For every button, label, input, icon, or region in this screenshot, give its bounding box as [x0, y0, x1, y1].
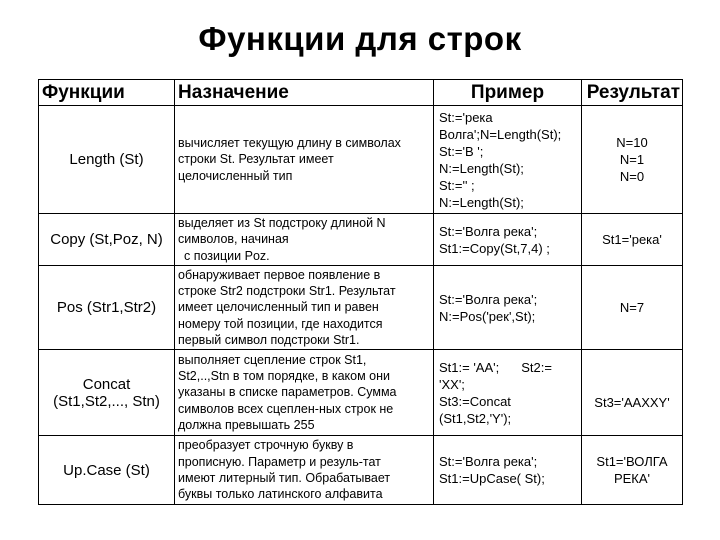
example-line: N:=Length(St);	[439, 194, 524, 210]
function-name: Length (St)	[69, 151, 144, 168]
example-cell	[434, 436, 582, 505]
header-functions: Функции	[39, 80, 175, 106]
example-line: St1:=Copy(St,7,4) ;	[439, 240, 550, 256]
table-row	[39, 266, 683, 350]
example-part: St2:=	[521, 359, 552, 375]
result-cell	[582, 106, 683, 214]
header-result: Результат	[582, 80, 683, 106]
example-cell	[434, 214, 582, 266]
description-line: строке Str2 подстроки Str1. Результат	[178, 284, 396, 299]
result-line: St1='ВОЛГА	[596, 454, 668, 469]
result-cell	[582, 214, 683, 266]
description-line: с позиции Poz.	[184, 248, 270, 263]
header-purpose: Назначение	[175, 80, 434, 106]
example-line	[439, 359, 578, 376]
description-cell	[175, 106, 434, 214]
result-line: N=1	[619, 152, 645, 167]
description-line: обнаруживает первое появление в	[178, 267, 381, 282]
result-cell	[582, 436, 683, 505]
string-functions-table	[38, 79, 683, 505]
example-cell	[434, 266, 582, 350]
description-line: имеют литерный тип. Обрабатывает	[178, 471, 391, 485]
description-line: символов, начиная	[178, 232, 289, 247]
example-line: N:=Pos('рек',St);	[439, 308, 536, 324]
function-cell	[39, 106, 175, 214]
result-line: N=0	[619, 169, 645, 184]
result-line: РЕКА'	[613, 471, 651, 486]
example-line: Волга';N=Length(St);	[439, 126, 562, 142]
function-cell	[39, 436, 175, 505]
description-line: строки St. Результат имеет	[178, 152, 334, 167]
result-line: N=10	[616, 135, 648, 150]
description-cell	[175, 266, 434, 350]
example-line: St3:=Concat	[439, 393, 511, 409]
table-row	[39, 214, 683, 266]
function-name: Copy (St,Poz, N)	[50, 231, 163, 248]
example-cell	[434, 106, 582, 214]
example-line: St:='река	[439, 109, 493, 125]
example-cell	[434, 350, 582, 436]
result-line: St1='река'	[602, 232, 662, 247]
function-name: Up.Case (St)	[63, 461, 150, 479]
description-line: выполняет сцепление строк St1,	[178, 352, 367, 367]
example-line: St1:=UpCase( St);	[439, 471, 545, 486]
result-cell	[582, 350, 683, 436]
result-line: St3='AAXXY'	[594, 395, 670, 410]
page-title: Функции для строк	[198, 20, 522, 57]
function-cell	[39, 266, 175, 350]
example-line: 'XX';	[439, 376, 465, 392]
description-line: вычисляет текущую длину в символах	[178, 136, 401, 151]
description-line: St2,..,Stn в том порядке, в каком они	[178, 369, 390, 384]
example-line: St:='В ';	[439, 143, 484, 159]
table-row	[39, 106, 683, 214]
description-line: буквы только латинского алфавита	[178, 487, 383, 502]
description-line: первый символ подстроки Str1.	[178, 332, 360, 347]
function-cell	[39, 350, 175, 436]
description-line: прописную. Параметр и резуль-тат	[178, 454, 381, 469]
example-line: St:='Волга река';	[439, 223, 538, 239]
description-line: преобразует строчную букву в	[178, 438, 354, 453]
description-cell	[175, 436, 434, 505]
function-name: Pos (Str1,Str2)	[56, 299, 157, 316]
table-row	[39, 436, 683, 505]
table-row	[39, 350, 683, 436]
result-line: N=7	[619, 300, 645, 315]
description-line: имеет целочисленный тип и равен	[178, 300, 379, 315]
example-line: St:='Волга река';	[439, 454, 538, 469]
function-cell	[39, 214, 175, 266]
description-line: символов всех сцеплен-ных строк не	[178, 401, 394, 416]
table-header-row	[39, 80, 683, 106]
example-part: St1:= 'AA';	[439, 359, 500, 375]
example-line: N:=Length(St);	[439, 160, 524, 176]
description-cell	[175, 350, 434, 436]
function-name: (St1,St2,..., Stn)	[53, 392, 160, 410]
example-line: (St1,St2,'Y');	[439, 410, 512, 426]
description-line: должна превышать 255	[178, 417, 315, 432]
description-line: номеру той позиции, где находится	[178, 316, 383, 331]
function-name: Concat	[82, 375, 131, 393]
example-line: St:='' ;	[439, 177, 475, 193]
description-line: выделяет из St подстроку длиной N	[178, 216, 386, 231]
description-line: целочисленный тип	[178, 168, 293, 183]
header-example: Пример	[434, 80, 582, 106]
example-line: St:='Волга река';	[439, 291, 538, 307]
description-line: указаны в списке параметров. Сумма	[178, 385, 397, 400]
description-cell	[175, 214, 434, 266]
result-cell	[582, 266, 683, 350]
